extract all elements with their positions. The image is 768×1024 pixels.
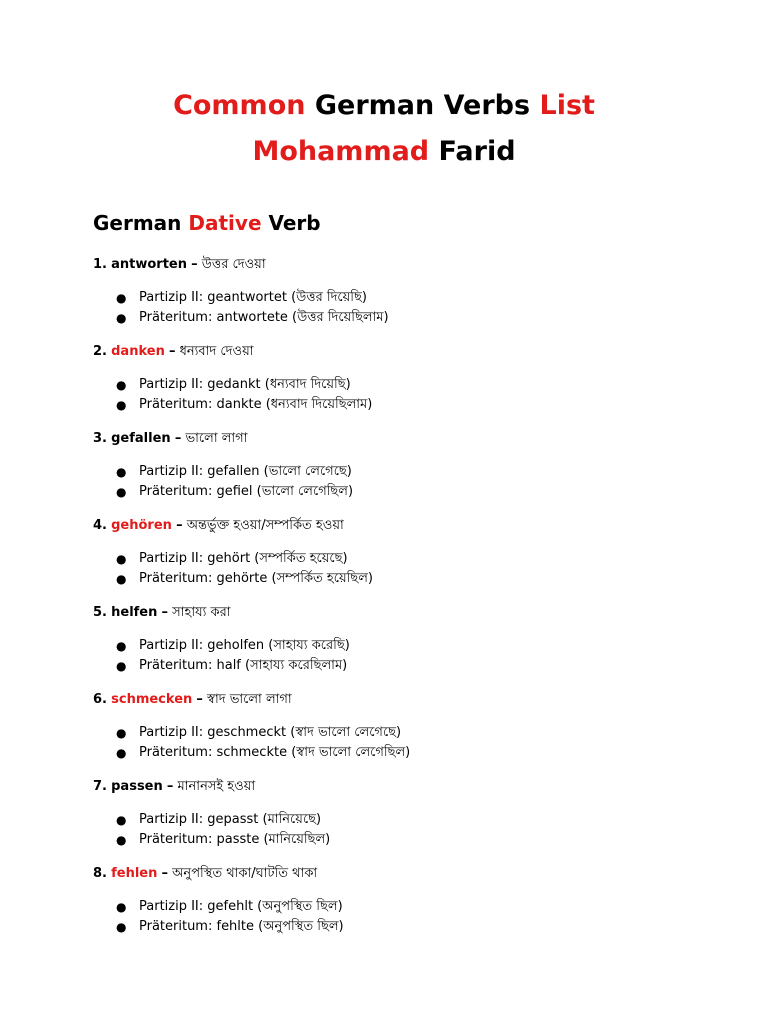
- verb-form-item: [93, 830, 713, 850]
- verb-form-item: [93, 395, 713, 415]
- verb-meaning: স্বাদ ভালো লাগা: [207, 692, 292, 707]
- verb-form-item: [93, 549, 713, 569]
- author-last-name: Farid: [429, 136, 516, 167]
- verb-form-item: [93, 375, 713, 395]
- verb-list: [93, 253, 713, 949]
- verb-dash: –: [174, 431, 182, 446]
- section-heading: [93, 209, 321, 237]
- verb-number: 6.: [93, 692, 107, 707]
- verb-form-text: Präteritum: passte (মানিয়েছিল): [139, 832, 331, 847]
- verb-dash: –: [176, 518, 183, 533]
- verb-form-text: Partizip II: geantwortet (উত্তর দিয়েছি): [139, 290, 367, 305]
- verb-dash: –: [196, 692, 203, 707]
- verb-form-item: [93, 482, 713, 502]
- verb-dash: –: [161, 605, 169, 620]
- verb-form-text: Präteritum: dankte (ধন্যবাদ দিয়েছিলাম): [139, 397, 373, 412]
- verb-meaning: অন্তর্ভুক্ত হওয়া/সম্পর্কিত হওয়া: [186, 518, 344, 533]
- verb-form-item: [93, 917, 713, 937]
- verb-form-item: [93, 743, 713, 763]
- verb-heading: [93, 427, 713, 451]
- verb-word: passen: [111, 779, 163, 794]
- verb-meaning: সাহায্য করা: [172, 605, 231, 620]
- bullet-icon: ●: [116, 639, 127, 653]
- verb-meaning: উত্তর দেওয়া: [201, 257, 266, 272]
- bullet-icon: ●: [116, 746, 127, 760]
- verb-forms: [93, 375, 713, 415]
- verb-word: fehlen: [111, 866, 158, 881]
- author-first-name: Mohammad: [252, 136, 430, 167]
- verb-word: schmecken: [111, 692, 193, 707]
- verb-form-text: Partizip II: gefallen (ভালো লেগেছে): [139, 464, 352, 479]
- bullet-icon: ●: [116, 726, 127, 740]
- verb-form-item: [93, 723, 713, 743]
- bullet-icon: ●: [116, 552, 127, 566]
- verb-number: 2.: [93, 344, 107, 359]
- verb-dash: –: [166, 779, 174, 794]
- verb-meaning: ভালো লাগা: [185, 431, 248, 446]
- author-name: [0, 135, 768, 169]
- bullet-icon: ●: [116, 659, 127, 673]
- verb-heading: [93, 862, 713, 886]
- bullet-icon: ●: [116, 485, 127, 499]
- bullet-icon: ●: [116, 378, 127, 392]
- verb-form-item: [93, 656, 713, 676]
- verb-forms: [93, 636, 713, 676]
- verb-dash: –: [161, 866, 169, 881]
- verb-form-text: Partizip II: gefehlt (অনুপস্থিত ছিল): [139, 899, 343, 914]
- section-heading-end: Verb: [261, 211, 321, 235]
- bullet-icon: ●: [116, 465, 127, 479]
- verb-entry: [93, 601, 713, 688]
- verb-forms: [93, 810, 713, 850]
- verb-heading: [93, 340, 713, 364]
- verb-entry: [93, 688, 713, 775]
- verb-word: danken: [111, 344, 165, 359]
- verb-entry: [93, 253, 713, 340]
- verb-form-text: Präteritum: gefiel (ভালো লেগেছিল): [139, 484, 354, 499]
- verb-entry: [93, 427, 713, 514]
- verb-word: helfen: [111, 605, 158, 620]
- verb-forms: [93, 723, 713, 763]
- verb-heading: [93, 253, 713, 277]
- verb-form-item: [93, 569, 713, 589]
- section-heading-accent: Dative: [188, 211, 262, 235]
- title-middle: German Verbs: [305, 90, 540, 121]
- bullet-icon: ●: [116, 291, 127, 305]
- verb-form-text: Präteritum: half (সাহায্য করেছিলাম): [139, 658, 348, 673]
- verb-form-item: [93, 462, 713, 482]
- bullet-icon: ●: [116, 920, 127, 934]
- verb-form-item: [93, 308, 713, 328]
- verb-form-item: [93, 636, 713, 656]
- verb-entry: [93, 340, 713, 427]
- verb-forms: [93, 288, 713, 328]
- verb-number: 3.: [93, 431, 107, 446]
- verb-dash: –: [168, 344, 176, 359]
- verb-heading: [93, 514, 713, 538]
- verb-heading: [93, 601, 713, 625]
- verb-form-text: Partizip II: gehört (সম্পর্কিত হয়েছে): [139, 551, 348, 566]
- verb-form-text: Partizip II: geholfen (সাহায্য করেছি): [139, 638, 350, 653]
- verb-forms: [93, 897, 713, 937]
- verb-form-text: Präteritum: schmeckte (স্বাদ ভালো লেগেছিল): [139, 745, 411, 760]
- verb-heading: [93, 688, 713, 712]
- verb-entry: [93, 514, 713, 601]
- verb-meaning: অনুপস্থিত থাকা/ঘাটতি থাকা: [172, 866, 318, 881]
- title-accent-common: Common: [173, 90, 306, 121]
- verb-heading: [93, 775, 713, 799]
- verb-entry: [93, 862, 713, 949]
- bullet-icon: ●: [116, 572, 127, 586]
- bullet-icon: ●: [116, 900, 127, 914]
- verb-number: 5.: [93, 605, 107, 620]
- verb-word: gehören: [111, 518, 172, 533]
- verb-number: 8.: [93, 866, 107, 881]
- verb-meaning: মানানসই হওয়া: [177, 779, 256, 794]
- bullet-icon: ●: [116, 833, 127, 847]
- bullet-icon: ●: [116, 813, 127, 827]
- verb-dash: –: [191, 257, 198, 272]
- title-accent-list: List: [539, 90, 595, 121]
- verb-meaning: ধন্যবাদ দেওয়া: [179, 344, 254, 359]
- verb-form-item: [93, 897, 713, 917]
- verb-forms: [93, 462, 713, 502]
- verb-number: 4.: [93, 518, 107, 533]
- verb-forms: [93, 549, 713, 589]
- verb-number: 1.: [93, 257, 107, 272]
- bullet-icon: ●: [116, 311, 127, 325]
- verb-form-item: [93, 288, 713, 308]
- document-title: [0, 89, 768, 123]
- verb-form-text: Präteritum: antwortete (উত্তর দিয়েছিলাম): [139, 310, 389, 325]
- verb-form-item: [93, 810, 713, 830]
- verb-form-text: Präteritum: gehörte (সম্পর্কিত হয়েছিল): [139, 571, 373, 586]
- verb-word: antworten: [111, 257, 188, 272]
- verb-entry: [93, 775, 713, 862]
- verb-form-text: Präteritum: fehlte (অনুপস্থিত ছিল): [139, 919, 344, 934]
- verb-form-text: Partizip II: geschmeckt (স্বাদ ভালো লেগেছে): [139, 725, 402, 740]
- section-heading-start: German: [93, 211, 189, 235]
- bullet-icon: ●: [116, 398, 127, 412]
- verb-number: 7.: [93, 779, 107, 794]
- verb-form-text: Partizip II: gepasst (মানিয়েছে): [139, 812, 322, 827]
- verb-word: gefallen: [111, 431, 171, 446]
- verb-form-text: Partizip II: gedankt (ধন্যবাদ দিয়েছি): [139, 377, 351, 392]
